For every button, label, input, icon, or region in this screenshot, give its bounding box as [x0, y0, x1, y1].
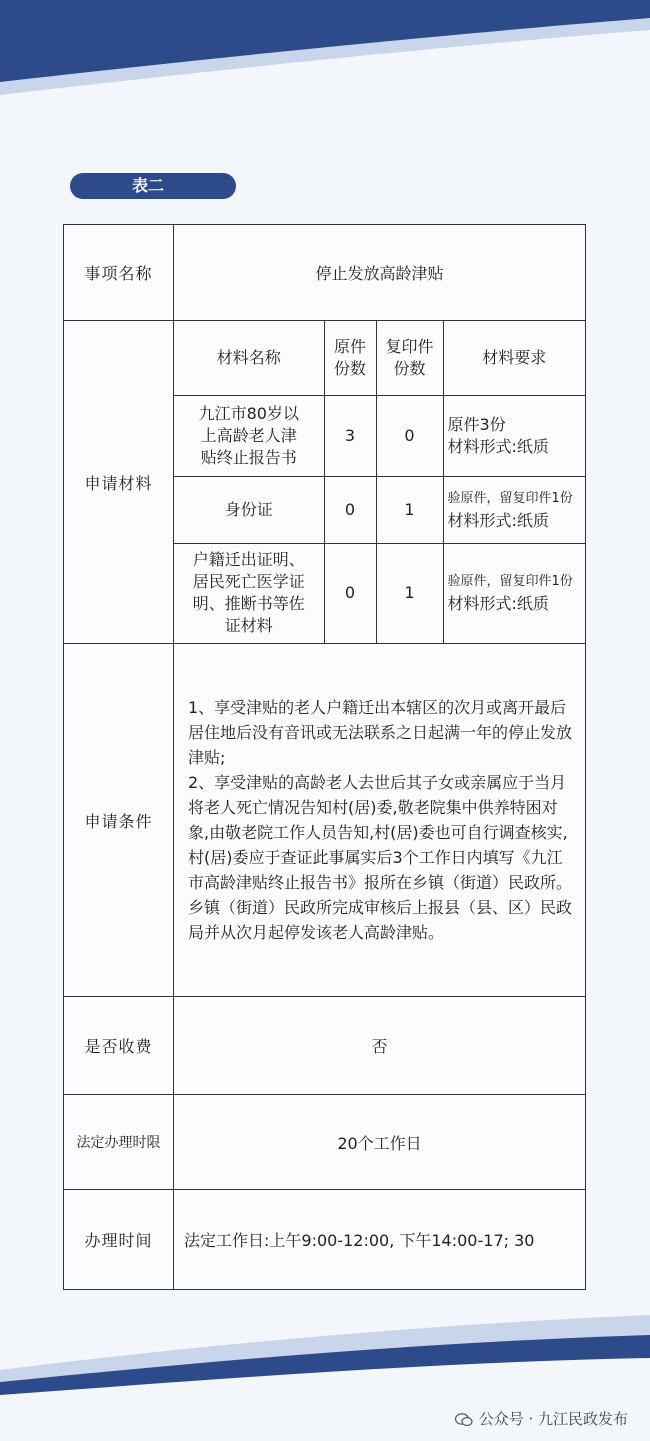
- fee-value: 否: [174, 997, 586, 1095]
- footer-text: 公众号 · 九江民政发布: [478, 1410, 628, 1428]
- item-name-label: 事项名称: [64, 225, 174, 321]
- material-original-count: 0: [324, 543, 376, 643]
- time-limit-label: 法定办理时限: [64, 1095, 174, 1190]
- material-requirement-line1: 验原件，留复印件1份: [447, 490, 573, 506]
- table-row: [174, 476, 585, 543]
- time-limit-value: 20个工作日: [174, 1095, 586, 1190]
- material-requirement: [443, 476, 585, 543]
- materials-header-requirement: 材料要求: [443, 321, 585, 395]
- material-name: 身份证: [174, 476, 324, 543]
- table-row: [174, 395, 585, 476]
- footer-attribution: [455, 1408, 628, 1429]
- material-requirement-line2: 材料形式:纸质: [447, 510, 549, 530]
- material-requirement: [443, 543, 585, 643]
- material-copy-count: 1: [376, 543, 443, 643]
- material-requirement-line2: 材料形式:纸质: [447, 436, 549, 456]
- material-requirement: [443, 395, 585, 476]
- conditions-text: [174, 644, 586, 997]
- material-name: 九江市80岁以 上高龄老人津 贴终止报告书: [174, 395, 324, 476]
- materials-header-original: 原件 份数: [324, 321, 376, 395]
- materials-label: 申请材料: [64, 321, 174, 644]
- materials-header-copy: 复印件 份数: [376, 321, 443, 395]
- material-original-count: 0: [324, 476, 376, 543]
- materials-table: [174, 321, 585, 643]
- materials-header-name: 材料名称: [174, 321, 324, 395]
- table-badge: [70, 173, 236, 199]
- top-wave-decoration: [0, 0, 650, 110]
- material-copy-count: 1: [376, 476, 443, 543]
- conditions-label: 申请条件: [64, 644, 174, 997]
- material-requirement-line1: 原件3份: [447, 414, 506, 434]
- fee-label: 是否收费: [64, 997, 174, 1095]
- condition-paragraph-2: 2、享受津贴的高龄老人去世后其子女或亲属应于当月将老人死亡情况告知村(居)委,敬老院集中供养特困对象,由敬老院工作人员告知,村(居)委也可自行调查核实,村(居)委应于查证此事属实后3个工作日内填写《九江市高龄津贴终止报告书》报所在乡镇（街道）民政所。乡镇（街道）民政所完成审核后上报县（县、区）民政局并从次月起停发该老人高龄津贴。: [188, 773, 573, 942]
- office-hours-value: 法定工作日:上午9:00-12:00, 下午14:00-17; 30: [174, 1190, 586, 1290]
- table-row: [174, 543, 585, 643]
- material-name: 户籍迁出证明、 居民死亡医学证 明、推断书等佐 证材料: [174, 543, 324, 643]
- service-table: [63, 224, 586, 1290]
- item-name-value: 停止发放高龄津贴: [174, 225, 586, 321]
- condition-paragraph-1: 1、享受津贴的老人户籍迁出本辖区的次月或离开最后居住地后没有音讯或无法联系之日起满一年的停止发放津贴;: [188, 698, 573, 767]
- office-hours-label: 办理时间: [64, 1190, 174, 1290]
- table-badge-label: 表二: [132, 176, 165, 195]
- wechat-icon: [455, 1413, 473, 1427]
- material-original-count: 3: [324, 395, 376, 476]
- material-requirement-line1: 验原件，留复印件1份: [447, 574, 573, 590]
- material-copy-count: 0: [376, 395, 443, 476]
- material-requirement-line2: 材料形式:纸质: [447, 594, 549, 614]
